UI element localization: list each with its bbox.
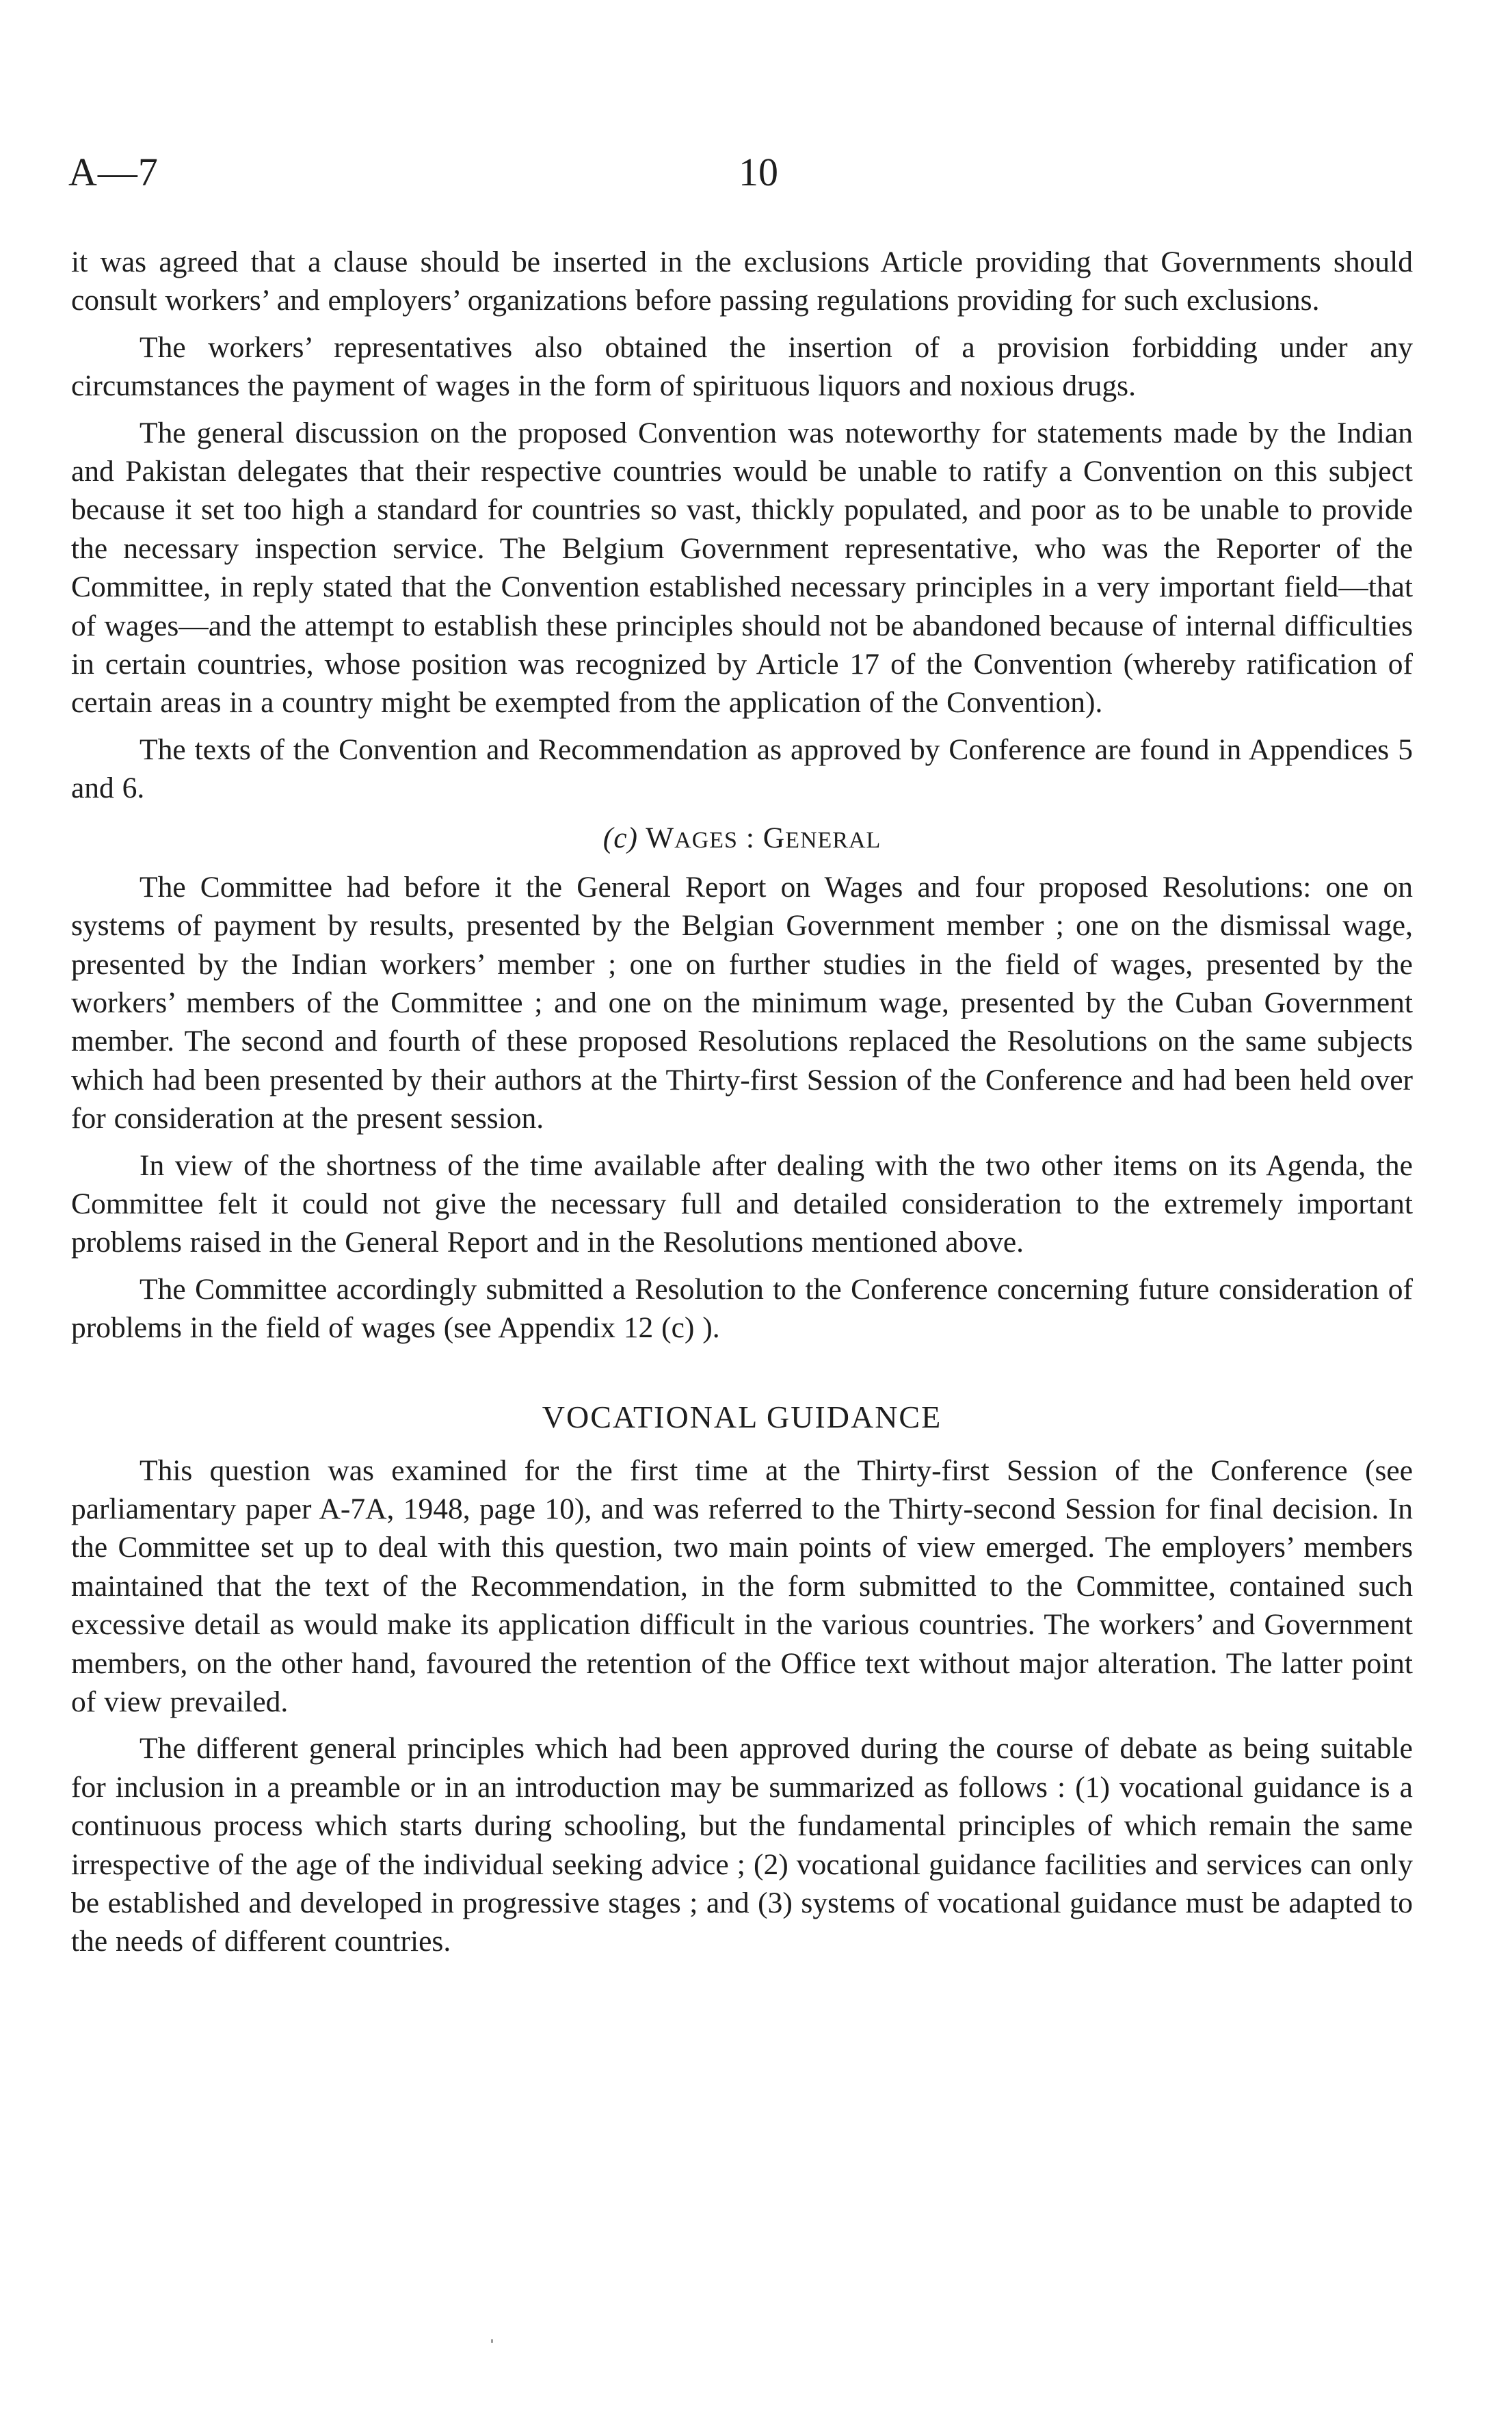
subsection-word-rest: AGES bbox=[674, 827, 738, 853]
page-number: 10 bbox=[739, 150, 778, 194]
paragraph: This question was examined for the first time at the Thirty-first Session of the Conference (see parliamentary paper A-7A, 1948, page 10), and was referred to the Thirty-second Session for final decision. In the Committee set up to deal with this question, two main points of view emerged. The employers’ members maintained that the text of the Recommendation, in the form submitted to the Committee, contained such excessive detail as would make its application difficult in the various countries. The workers’ and Government members, on the other hand, favoured the retention of the Office text without major alteration. The latter point of view prevailed. bbox=[71, 1454, 1413, 1718]
paragraph: it was agreed that a clause should be inserted in the exclusions Article providing that Governments should consult workers’ and employers’ organizations before passing regulations providing for such exclusions. bbox=[71, 246, 1413, 317]
subsection-marker: (c) bbox=[602, 821, 638, 854]
subsection-word2-rest: ENERAL bbox=[785, 827, 881, 853]
print-speck bbox=[491, 2339, 493, 2343]
section-heading: VOCATIONAL GUIDANCE bbox=[542, 1399, 942, 1434]
paragraph: The Committee had before it the General Report on Wages and four proposed Resolutions: one on systems of payment by results, presented by the Belgian Government member ; one on the dismissal wage, presented by the Indian workers’ member ; one on further studies in the field of wages, presented by the workers’ members of the Committee ; and one on the minimum wage, presented by the Cuban Government member. The second and fourth of these proposed Resolutions replaced the Resolutions on the same subjects which had been presented by their authors at the Thirty-first Session of the Conference and had been held over for consideration at the present session. bbox=[71, 870, 1413, 1135]
paragraph: The texts of the Convention and Recommendation as approved by Conference are found in Appendices 5 and 6. bbox=[71, 733, 1413, 805]
document-code: A—7 bbox=[68, 150, 159, 194]
paragraph: In view of the shortness of the time available after dealing with the two other items on its Agenda, the Committee felt it could not give the necessary full and detailed consideration to the extremely important problems raised in the General Report and in the Resolutions mentioned above. bbox=[71, 1148, 1413, 1259]
subsection-word-initial: W bbox=[646, 821, 675, 854]
paragraph: The different general principles which had been approved during the course of debate as being suitable for inclusion in a preamble or in an introduction may be summarized as follows : (1) vocational guidance is a continuous process which starts during schooling, but the fundamental principles of which remain the same irrespective of the age of the individual seeking advice ; (2) vocational guidance facilities and services can only be established and developed in progressive stages ; and (3) systems of vocational guidance must be adapted to the needs of different countries. bbox=[71, 1732, 1413, 1958]
subsection-heading bbox=[71, 819, 1413, 860]
subsection-word2-initial: G bbox=[762, 821, 786, 854]
paragraph: The general discussion on the proposed Convention was noteworthy for statements made by the Indian and Pakistan delegates that their respective countries would be unable to ratify a Convention on this subject because it set too high a standard for countries so vast, thickly populated, and poor as to be unable to provide the necessary inspection service. The Belgium Government representative, who was the Reporter of the Committee, in reply stated that the Convention established necessary principles in a very important field—that of wages—and the attempt to establish these principles should not be abandoned because of internal difficulties in certain countries, whose position was recognized by Article 17 of the Convention (whereby ratification of certain areas in a country might be exempted from the application of the Convention). bbox=[71, 416, 1413, 720]
paragraph: The workers’ representatives also obtained the insertion of a provision forbidding under any circumstances the payment of wages in the form of spirituous liquors and noxious drugs. bbox=[71, 330, 1413, 403]
page-header bbox=[68, 149, 1436, 204]
page-body bbox=[71, 243, 1413, 1961]
subsection-colon: : bbox=[745, 821, 755, 854]
paragraph: The Committee accordingly submitted a Resolution to the Conference concerning future consideration of problems in the field of wages (see Appendix 12 (c) ). bbox=[71, 1272, 1413, 1345]
